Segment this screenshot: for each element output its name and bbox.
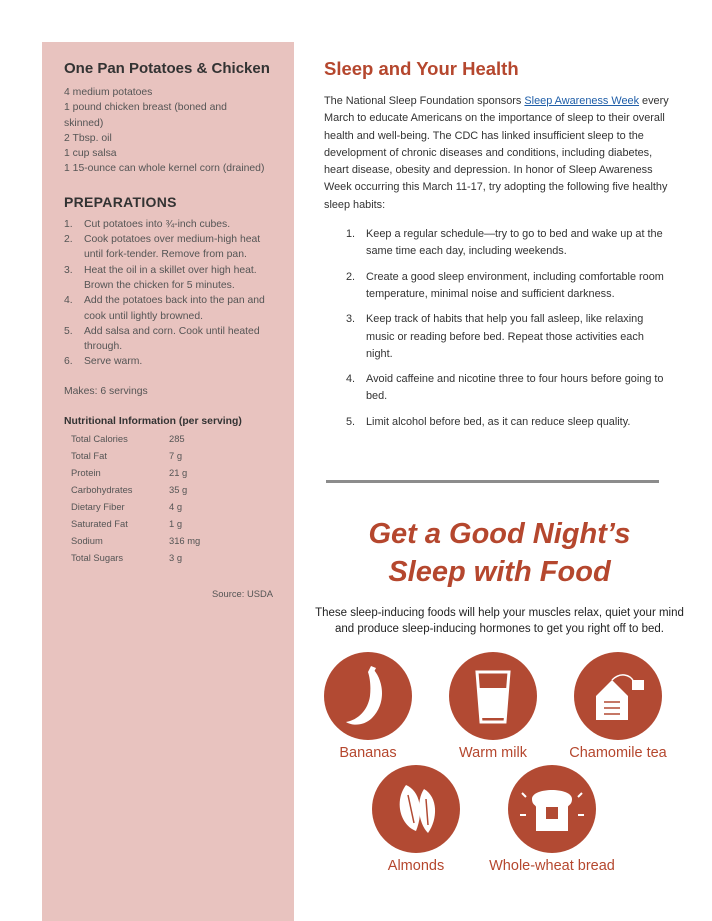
nutrition-table <box>71 430 200 566</box>
ingredient-line: 4 medium potatoes <box>64 87 153 98</box>
food-almonds <box>371 765 461 874</box>
table-row: Sodium 316 mg <box>71 534 201 546</box>
food-chamomile-tea <box>560 652 676 761</box>
table-row: Total Sugars 3 g <box>71 551 183 563</box>
step-item <box>64 263 278 294</box>
food-label: Chamomile tea <box>569 745 667 761</box>
food-label: Whole-wheat bread <box>489 858 615 874</box>
step-number: 3. <box>64 264 73 276</box>
list-item: 4. Avoid caffeine and nicotine three to four hours before going to bed. <box>346 373 664 403</box>
table-row: Carbohydrates 35 g <box>71 483 188 495</box>
step-text: Serve warm. <box>84 356 143 368</box>
bread-slice-icon <box>508 765 596 853</box>
step-text: Heat the oil in a skillet over high heat. Brown the chicken for 5 minutes. <box>84 264 257 291</box>
ingredients-list <box>64 85 278 177</box>
glass-of-milk-icon <box>449 652 537 740</box>
article-title: Sleep and Your Health <box>324 58 519 79</box>
food-label: Warm milk <box>459 745 527 761</box>
almonds-icon <box>372 765 460 853</box>
step-item <box>64 293 278 324</box>
recipe-title: One Pan Potatoes & Chicken <box>64 60 270 77</box>
table-row: Total Calories 285 <box>71 432 185 444</box>
table-row: Protein 21 g <box>71 466 188 478</box>
table-row: Dietary Fiber 4 g <box>71 500 183 512</box>
step-number: 1. <box>64 218 73 230</box>
step-text: Add the potatoes back into the pan and cook until lightly browned. <box>84 295 265 322</box>
step-number: 4. <box>64 295 73 307</box>
food-warm-milk <box>443 652 543 761</box>
article-intro: The National Sleep Foundation sponsors Sleep Awareness Week every March to educate Americans on the importance of sleep to their overall health and well-being. The CDC has linked insufficient sleep to the development of chronic diseases and conditions, including diabetes, heart disease, obesity and depression. In honor of Sleep Awareness Week occurring this March 11-17, try adopting the following five healthy sleep habits: <box>324 95 669 211</box>
infographic-subtitle: These sleep-inducing foods will help your muscles relax, quiet your mind and produce sleep-inducing hormones to get you right off to bed. <box>315 607 684 635</box>
infographic-title: Get a Good Night’s Sleep with Food <box>368 518 631 588</box>
preparations-heading: PREPARATIONS <box>64 193 177 210</box>
list-item: 2. Create a good sleep environment, including comfortable room temperature, minimal noise and sufficient darkness. <box>346 270 664 300</box>
step-number: 2. <box>64 234 73 246</box>
food-label: Almonds <box>387 858 445 874</box>
food-bananas <box>318 652 418 761</box>
servings-text: Makes: 6 servings <box>64 385 148 397</box>
nutrition-heading: Nutritional Information (per serving) <box>64 415 242 427</box>
step-text: Cut potatoes into ¾-inch cubes. <box>84 218 231 230</box>
step-text: Cook potatoes over medium-high heat until fork-tender. Remove from pan. <box>84 234 261 261</box>
ingredient-line: skinned) <box>64 117 104 129</box>
source-credit: Source: USDA <box>212 587 273 599</box>
table-row: Total Fat 7 g <box>71 449 183 461</box>
banana-icon <box>324 652 412 740</box>
list-item: 3. Keep track of habits that help you fall asleep, like relaxing music or reading before bed. Repeat those activities each night. <box>346 313 644 360</box>
table-row: Saturated Fat 1 g <box>71 517 183 529</box>
step-text: Add salsa and corn. Cook until heated through. <box>84 325 260 353</box>
ingredient-line: 1 15-ounce can whole kernel corn (drained) <box>64 163 265 175</box>
sleep-awareness-week-link[interactable]: Sleep Awareness Week <box>524 95 640 107</box>
ingredient-line: 1 pound chicken breast (boned and <box>64 102 227 114</box>
step-item <box>64 354 278 369</box>
list-item: 1. Keep a regular schedule—try to go to bed and wake up at the same time each day, including weekends. <box>346 228 663 258</box>
ingredient-line: 1 cup salsa <box>64 148 117 160</box>
step-item <box>64 324 278 355</box>
sleep-habits-list <box>324 226 669 431</box>
step-number: 6. <box>64 356 73 368</box>
tea-bag-icon <box>574 652 662 740</box>
recipe-sidebar <box>42 42 294 921</box>
section-divider <box>326 480 659 483</box>
sleep-food-infographic <box>312 515 687 637</box>
food-whole-wheat-bread <box>481 765 623 874</box>
preparation-steps <box>64 217 278 370</box>
ingredient-line: 2 Tbsp. oil <box>64 132 112 144</box>
food-label: Bananas <box>339 745 397 761</box>
step-item <box>64 217 278 232</box>
sleep-article <box>324 58 669 439</box>
step-item <box>64 232 278 263</box>
step-number: 5. <box>64 325 73 337</box>
list-item: 5. Limit alcohol before bed, as it can reduce sleep quality. <box>346 415 631 428</box>
